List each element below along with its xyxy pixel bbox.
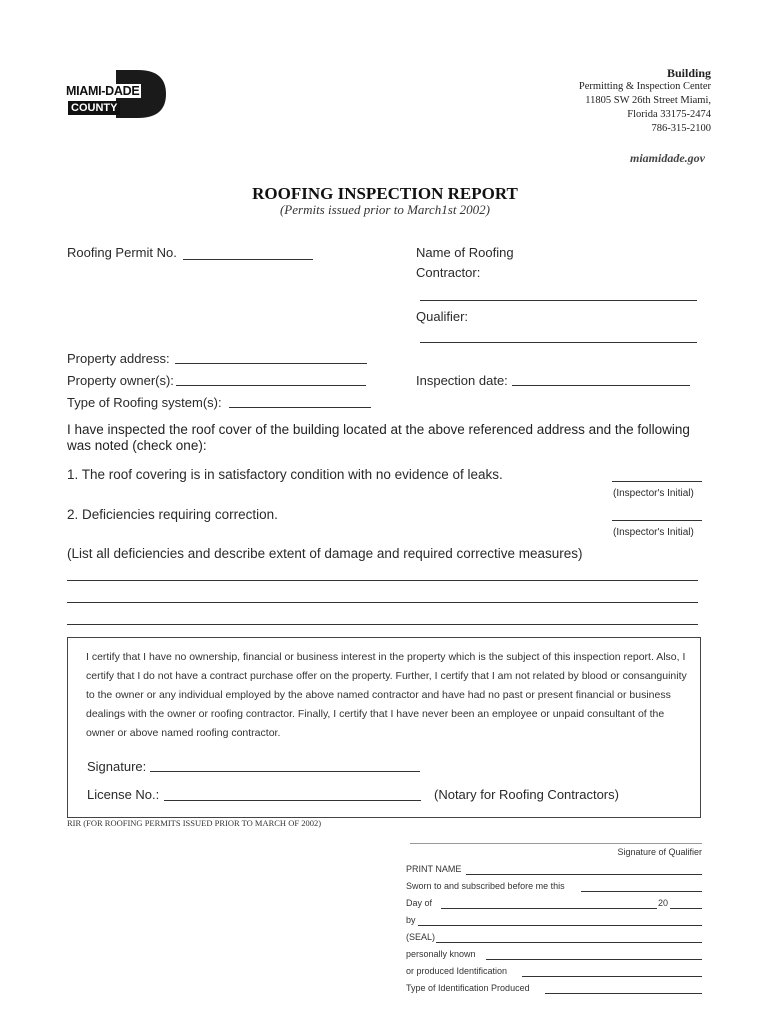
inspector-initial-label-1: (Inspector's Initial) [613,488,694,499]
signature-field[interactable] [150,771,420,772]
permit-label: Roofing Permit No. [67,245,177,260]
contractor-label-2: Contractor: [416,265,481,280]
year-field[interactable] [670,908,702,909]
logo-line-2: COUNTY [68,101,120,115]
deficiency-instruction: (List all deficiencies and describe extent of damage and required corrective measures) [67,546,583,561]
inspection-date-label: Inspection date: [416,373,508,388]
produced-id-label: or produced Identification [406,966,508,976]
header-phone: 786-315-2100 [651,123,711,134]
header-address [579,66,711,136]
day-of-label: Day of [406,898,433,908]
type-of-id-label: Type of Identification Produced [406,983,530,993]
owner-field[interactable] [176,385,366,386]
inspector-initial-label-2: (Inspector's Initial) [613,527,694,538]
qualifier-signature-field[interactable] [410,843,702,844]
personally-known-field[interactable] [486,959,702,960]
by-field[interactable] [418,925,702,926]
inspection-statement: I have inspected the roof cover of the building located at the above referenced address and the following was noted (check one): [67,422,690,453]
deficiency-line-3[interactable] [67,624,698,625]
deficiency-line-1[interactable] [67,580,698,581]
contractor-label-1: Name of Roofing [416,245,514,260]
report-subtitle: (Permits issued prior to March1st 2002) [279,202,491,217]
header-city: Florida 33175-2474 [627,109,711,120]
signature-label: Signature: [87,759,147,774]
report-title: ROOFING INSPECTION REPORT [252,184,518,203]
inspector-initial-field-1[interactable] [612,481,702,482]
system-label: Type of Roofing system(s): [67,395,222,410]
by-label: by [406,915,416,925]
print-name-label: PRINT NAME [406,864,462,874]
sworn-label: Sworn to and subscribed before me this [406,881,565,891]
header-dept: Building [666,66,711,80]
print-name-field[interactable] [466,874,702,875]
address-label: Property address: [67,351,170,366]
sworn-field[interactable] [581,891,702,892]
license-label: License No.: [87,787,160,802]
qualifier-label: Qualifier: [416,309,469,324]
produced-id-field[interactable] [522,976,702,977]
permit-field[interactable] [183,259,313,260]
type-of-id-field[interactable] [545,993,702,994]
header-website[interactable]: miamidade.gov [630,151,705,165]
form-id: RIR (FOR ROOFING PERMITS ISSUED PRIOR TO MARCH OF 2002) [67,818,322,828]
signature-of-qualifier-label: Signature of Qualifier [617,847,702,857]
logo-line-1: MIAMI-DADE [66,84,140,98]
address-field[interactable] [175,363,367,364]
day-of-field[interactable] [441,908,657,909]
inspection-date-field[interactable] [512,385,690,386]
year-label: 20 [658,898,669,908]
option-deficiencies: 2. Deficiencies requiring correction. [67,507,278,522]
inspector-initial-field-2[interactable] [612,520,702,521]
header-center: Permitting & Inspection Center [578,81,711,92]
header-street: 11805 SW 26th Street Miami, [585,95,711,106]
notary-note: (Notary for Roofing Contractors) [434,787,619,802]
contractor-field[interactable] [420,300,697,301]
personally-known-label: personally known [406,949,476,959]
seal-label: (SEAL) [406,932,436,942]
deficiency-line-2[interactable] [67,602,698,603]
miami-dade-logo [66,68,170,120]
certification-text: I certify that I have no ownership, financial or business interest in the property which is the subject of this inspection report. Also, I certify that I do not have a contract purchase offer on the property. Further, I certify that I am not related by blood or consanguinity to the owner or any individual employed by the above named contractor and have had no past or present financial or business dealings with the owner or roofing contractor. Finally, I certify that I have never been an employee or unpaid consultant of the owner or above named roofing contractor. [86,651,687,739]
certification-box [67,637,701,818]
option-satisfactory: 1. The roof covering is in satisfactory condition with no evidence of leaks. [67,467,503,482]
qualifier-field[interactable] [420,342,697,343]
owner-label: Property owner(s): [67,373,174,388]
system-field[interactable] [229,407,371,408]
license-field[interactable] [164,800,421,801]
seal-field[interactable] [436,942,702,943]
